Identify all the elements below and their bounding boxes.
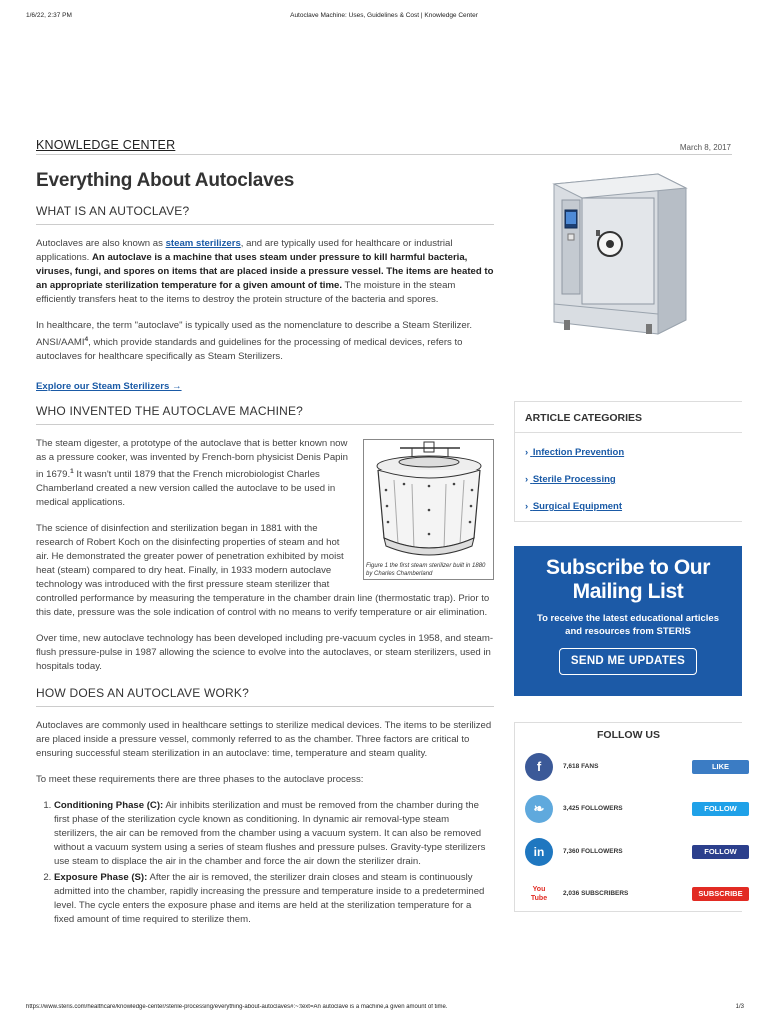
twitter-icon[interactable]: ❧ — [525, 795, 553, 823]
category-label: Infection Prevention — [532, 447, 625, 458]
subscribe-card — [514, 546, 742, 696]
section-heading-what: WHAT IS AN AUTOCLAVE? — [36, 204, 494, 225]
youtube-subscribe-button[interactable]: SUBSCRIBE — [692, 887, 749, 901]
category-infection-prevention[interactable] — [515, 439, 742, 466]
categories-heading: ARTICLE CATEGORIES — [515, 402, 742, 433]
phase-label: Exposure Phase (S): — [54, 872, 148, 884]
category-label: Surgical Equipment — [532, 501, 623, 512]
paragraph: The science of disinfection and sterilization began in 1881 with the research of Robert Koch on the disinfecting properties of steam and hot air. He demonstrated the greater power of penetration exhibited by moist heat (steam) compared to dry heat. Finally, in 1933 modern autoclave technology was introduced with the first pressure steam sterilizer that controlled performance by measuring the temperature in the chamber drain line (thermostatic trap). Prior to this date, pressure was the sole indication of control with no means to verify temperature or air elimination. — [36, 523, 490, 619]
text: , and are typically used for healthcare or industrial applications. — [36, 238, 453, 263]
text: It wasn't until 1879 that the French microbiologist Charles Chamberland created a new version called the autoclave to be used in medical applications. — [36, 469, 336, 509]
autoclave-product-image — [546, 170, 692, 338]
subscribe-title — [514, 546, 742, 604]
paragraph: Over time, new autoclave technology has been developed including pre-vacuum cycles in 1958, and steam-flush pressure-pulse in 1987 allowing the science to evolve into the autoclaves, or steam sterilizers, used in hospitals today. — [36, 633, 494, 673]
print-page-number: 1/3 — [735, 1004, 744, 1010]
facebook-icon[interactable]: f — [525, 753, 553, 781]
steam-sterilizers-link[interactable]: steam sterilizers — [165, 238, 241, 249]
category-sterile-processing[interactable] — [515, 466, 742, 493]
twitter-follow-button[interactable]: FOLLOW — [692, 802, 749, 816]
article-categories-card — [514, 401, 742, 522]
social-count: 3,425 FOLLOWERS — [563, 805, 623, 812]
subscribe-title-line: Subscribe to Our — [546, 556, 710, 579]
subscribe-description: To receive the latest educational articles and resources from STERIS — [537, 613, 719, 637]
section-heading-who: WHO INVENTED THE AUTOCLAVE MACHINE? — [36, 404, 494, 425]
header-divider — [36, 154, 732, 155]
knowledge-center-link[interactable]: KNOWLEDGE CENTER — [36, 138, 176, 152]
text: Autoclaves are also known as — [36, 238, 166, 249]
section-heading-how: HOW DOES AN AUTOCLAVE WORK? — [36, 686, 494, 707]
footnote-ref: 4 — [84, 336, 89, 343]
social-row — [523, 795, 743, 825]
social-count: 7,360 FOLLOWERS — [563, 848, 623, 855]
social-count: 7,618 FANS — [563, 763, 599, 770]
post-date: March 8, 2017 — [679, 143, 731, 152]
category-label: Sterile Processing — [532, 474, 616, 485]
print-datetime: 1/6/22, 2:37 PM — [26, 12, 72, 19]
text: , which provide standards and guidelines for the processing of medical devices, refers to autoclaves for healthcare specifically as Steam Sterilizers. — [36, 337, 463, 363]
youtube-icon[interactable]: You Tube — [530, 886, 548, 902]
phase-text: Air inhibits sterilization and must be removed from the chamber during the first phase of the sterilization cycle known as conditioning. In dynamic air removal-type steam sterilizers, the air can be removed from the chamber using a vacuum system. It can also be removed without a vacuum system using a series of steam flushes and pressure pulses. Gravity-type sterilizers use steam to displace the air in the chamber and force the air down the sterilizer drain. — [54, 800, 486, 868]
social-row — [523, 838, 743, 868]
subscribe-title-line: Mailing List — [572, 580, 684, 603]
paragraph: To meet these requirements there are three phases to the autoclave process: — [36, 774, 364, 786]
social-row — [523, 880, 743, 910]
linkedin-icon[interactable]: in — [525, 838, 553, 866]
phase-text: After the air is removed, the sterilizer drain closes and steam is continuously admitted into the chamber, rapidly increasing the pressure and temperature inside to a predetermined level. The cycle enters the exposure phase and items are held at the sterilization temperature for a fixed amount of time required to sterilize them. — [54, 872, 485, 926]
social-count: 2,036 SUBSCRIBERS — [563, 890, 629, 897]
list-item — [54, 871, 494, 927]
steam-digester-figure — [363, 439, 494, 580]
paragraph — [36, 237, 494, 307]
footnote-ref: 1 — [70, 468, 74, 476]
facebook-like-button[interactable]: LIKE — [692, 760, 749, 774]
figure-caption: Figure 1 the first steam sterilizer built in 1880 by Charles Chamberland — [366, 563, 486, 578]
bold-definition: An autoclave is a machine that uses steam under pressure to kill harmful bacteria, viruses, fungi, and spores on items that are placed inside a pressure vessel. The items are heated to an appropriate sterilization temperature for a given amount of time. — [36, 252, 494, 291]
chevron-right-icon: › — [525, 447, 529, 458]
paragraph: Autoclaves are commonly used in healthcare settings to sterilize medical devices. The items to be sterilized are placed inside a pressure vessel, commonly referred to as the chamber. Three factors are critical to ensuring successful steam sterilization in an autoclave: time, temperature and steam quality. — [36, 720, 492, 760]
article — [36, 170, 494, 929]
social-row — [523, 753, 743, 783]
send-me-updates-button[interactable]: SEND ME UPDATES — [559, 648, 697, 675]
linkedin-follow-button[interactable]: FOLLOW — [692, 845, 749, 859]
chevron-right-icon: › — [525, 474, 529, 485]
steam-digester-illustration — [364, 440, 495, 562]
category-surgical-equipment[interactable] — [515, 493, 742, 520]
follow-us-card — [514, 722, 742, 912]
follow-heading: FOLLOW US — [597, 729, 660, 741]
text: The moisture in the steam efficiently transfers heat to the items to destroy the protein structure of the bacteria and spores. — [36, 280, 456, 305]
text: The steam digester, a prototype of the autoclave that is better known now as a pressure cooker, was invented by French-born physicist Denis Papin in 1679. — [36, 438, 348, 481]
paragraph — [36, 319, 494, 364]
print-url: https://www.steris.com/healthcare/knowledge-center/sterile-processing/everything-about-autoclaves#:~:text=An autoclave is a machine,a given amount of time. — [26, 1004, 448, 1010]
print-title: Autoclave Machine: Uses, Guidelines & Cost | Knowledge Center — [290, 12, 478, 19]
chevron-right-icon: › — [525, 501, 529, 512]
list-item — [54, 799, 494, 869]
explore-steam-sterilizers-link[interactable]: Explore our Steam Sterilizers → — [36, 381, 182, 393]
phase-label: Conditioning Phase (C): — [54, 800, 164, 812]
article-title: Everything About Autoclaves — [36, 170, 295, 191]
text: In healthcare, the term "autoclave" is typically used as the nomenclature to describe a Steam Sterilizer. ANSI/AAMI — [36, 320, 473, 349]
phases-list — [50, 799, 494, 927]
